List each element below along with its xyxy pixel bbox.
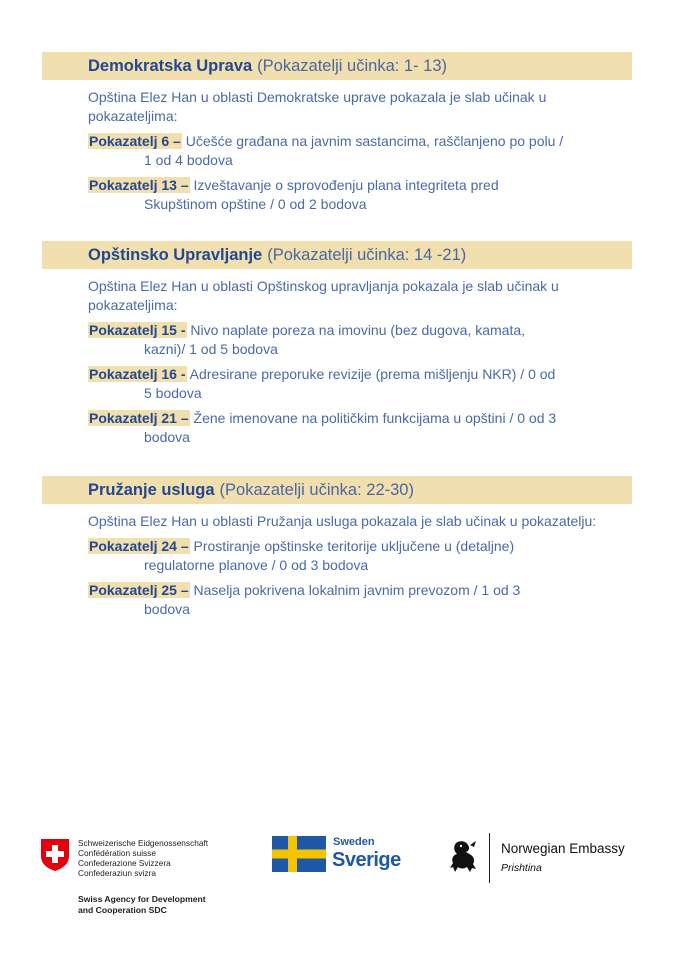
- section-intro: Opština Elez Han u oblasti Pružanja usluga pokazala je slab učinak u pokazatelju:: [88, 513, 597, 529]
- section-pruzanje-usluga: [42, 476, 632, 619]
- section-subtitle: (Pokazatelji učinka: 22-30): [219, 480, 414, 499]
- indicator-text: Učešće građana na javnim sastancima, raščlanjeno po polu /: [185, 133, 564, 149]
- indicator-item: [88, 176, 638, 214]
- sweden-small-label: Sweden: [333, 836, 375, 848]
- indicator-label: Pokazatelj 25 –: [89, 582, 189, 598]
- sweden-flag-icon: [272, 836, 326, 872]
- indicator-text: Adresirane preporuke revizije (prema mišljenju NKR) / 0 od: [189, 366, 556, 382]
- swiss-agency-line: Swiss Agency for Development: [78, 894, 206, 904]
- indicator-text-cont: Skupštinom opštine / 0 od 2 bodova: [144, 196, 367, 212]
- swiss-line: Confederaziun svizra: [78, 868, 156, 878]
- section-subtitle: (Pokazatelji učinka: 14 -21): [267, 245, 467, 264]
- norwegian-lion-icon: [448, 839, 478, 875]
- section-header: [42, 476, 632, 504]
- indicator-label: Pokazatelj 21 –: [89, 410, 189, 426]
- swiss-confederation-names: [78, 838, 248, 878]
- indicator-text-cont: 5 bodova: [144, 385, 202, 401]
- swiss-agency-name: [78, 894, 206, 916]
- indicator-item: [88, 537, 638, 575]
- section-title: Opštinsko Upravljanje: [88, 245, 263, 264]
- section-subtitle: (Pokazatelji učinka: 1- 13): [257, 56, 448, 75]
- swiss-shield-icon: [40, 838, 70, 872]
- section-demokratska-uprava: [42, 52, 632, 214]
- indicator-text: Naselja pokrivena lokalnim javnim prevozom / 1 od 3: [193, 582, 521, 598]
- indicator-text: Prostiranje opštinske teritorije uključene u (detaljne): [193, 538, 515, 554]
- indicator-item: [88, 409, 638, 447]
- section-title: Demokratska Uprava: [88, 56, 253, 75]
- indicator-text-cont: regulatorne planove / 0 od 3 bodova: [144, 557, 369, 573]
- section-header: [42, 52, 632, 80]
- indicator-label: Pokazatelj 24 –: [89, 538, 189, 554]
- indicator-label: Pokazatelj 13 –: [89, 177, 189, 193]
- section-header: [42, 241, 632, 269]
- section-intro: Opština Elez Han u oblasti Demokratske uprave pokazala je slab učinak u pokazateljima:: [88, 89, 547, 124]
- indicator-item: [88, 365, 638, 403]
- swiss-agency-line: and Cooperation SDC: [78, 905, 167, 915]
- indicator-text-cont: 1 od 4 bodova: [144, 152, 233, 168]
- indicator-text: Izveštavanje o sprovođenju plana integriteta pred: [193, 177, 499, 193]
- section-opstinsko-upravljanje: [42, 241, 632, 447]
- section-intro: Opština Elez Han u oblasti Opštinskog upravljanja pokazala je slab učinak u pokazateljima:: [88, 278, 559, 313]
- indicator-label: Pokazatelj 16 -: [89, 366, 186, 382]
- swiss-line: Confédération suisse: [78, 848, 156, 858]
- indicator-text-cont: bodova: [144, 601, 190, 617]
- swiss-line: Schweizerische Eidgenossenschaft: [78, 838, 209, 848]
- indicator-label: Pokazatelj 15 -: [89, 322, 186, 338]
- norwegian-embassy-city: Prishtina: [501, 862, 542, 874]
- indicator-item: [88, 132, 638, 170]
- sverige-label: Sverige: [332, 849, 401, 871]
- section-title: Pružanje usluga: [88, 480, 215, 499]
- indicator-text: Nivo naplate poreza na imovinu (bez dugova, kamata,: [190, 322, 526, 338]
- norwegian-embassy-name: Norwegian Embassy: [501, 841, 625, 856]
- indicator-text-cont: bodova: [144, 429, 190, 445]
- indicator-label: Pokazatelj 6 –: [89, 133, 181, 149]
- logo-divider: [489, 833, 490, 883]
- swiss-line: Confederazione Svizzera: [78, 858, 171, 868]
- indicator-item: [88, 581, 638, 619]
- indicator-text: Žene imenovane na političkim funkcijama u opštini / 0 od 3: [193, 410, 557, 426]
- indicator-item: [88, 321, 638, 359]
- indicator-text-cont: kazni)/ 1 od 5 bodova: [144, 341, 278, 357]
